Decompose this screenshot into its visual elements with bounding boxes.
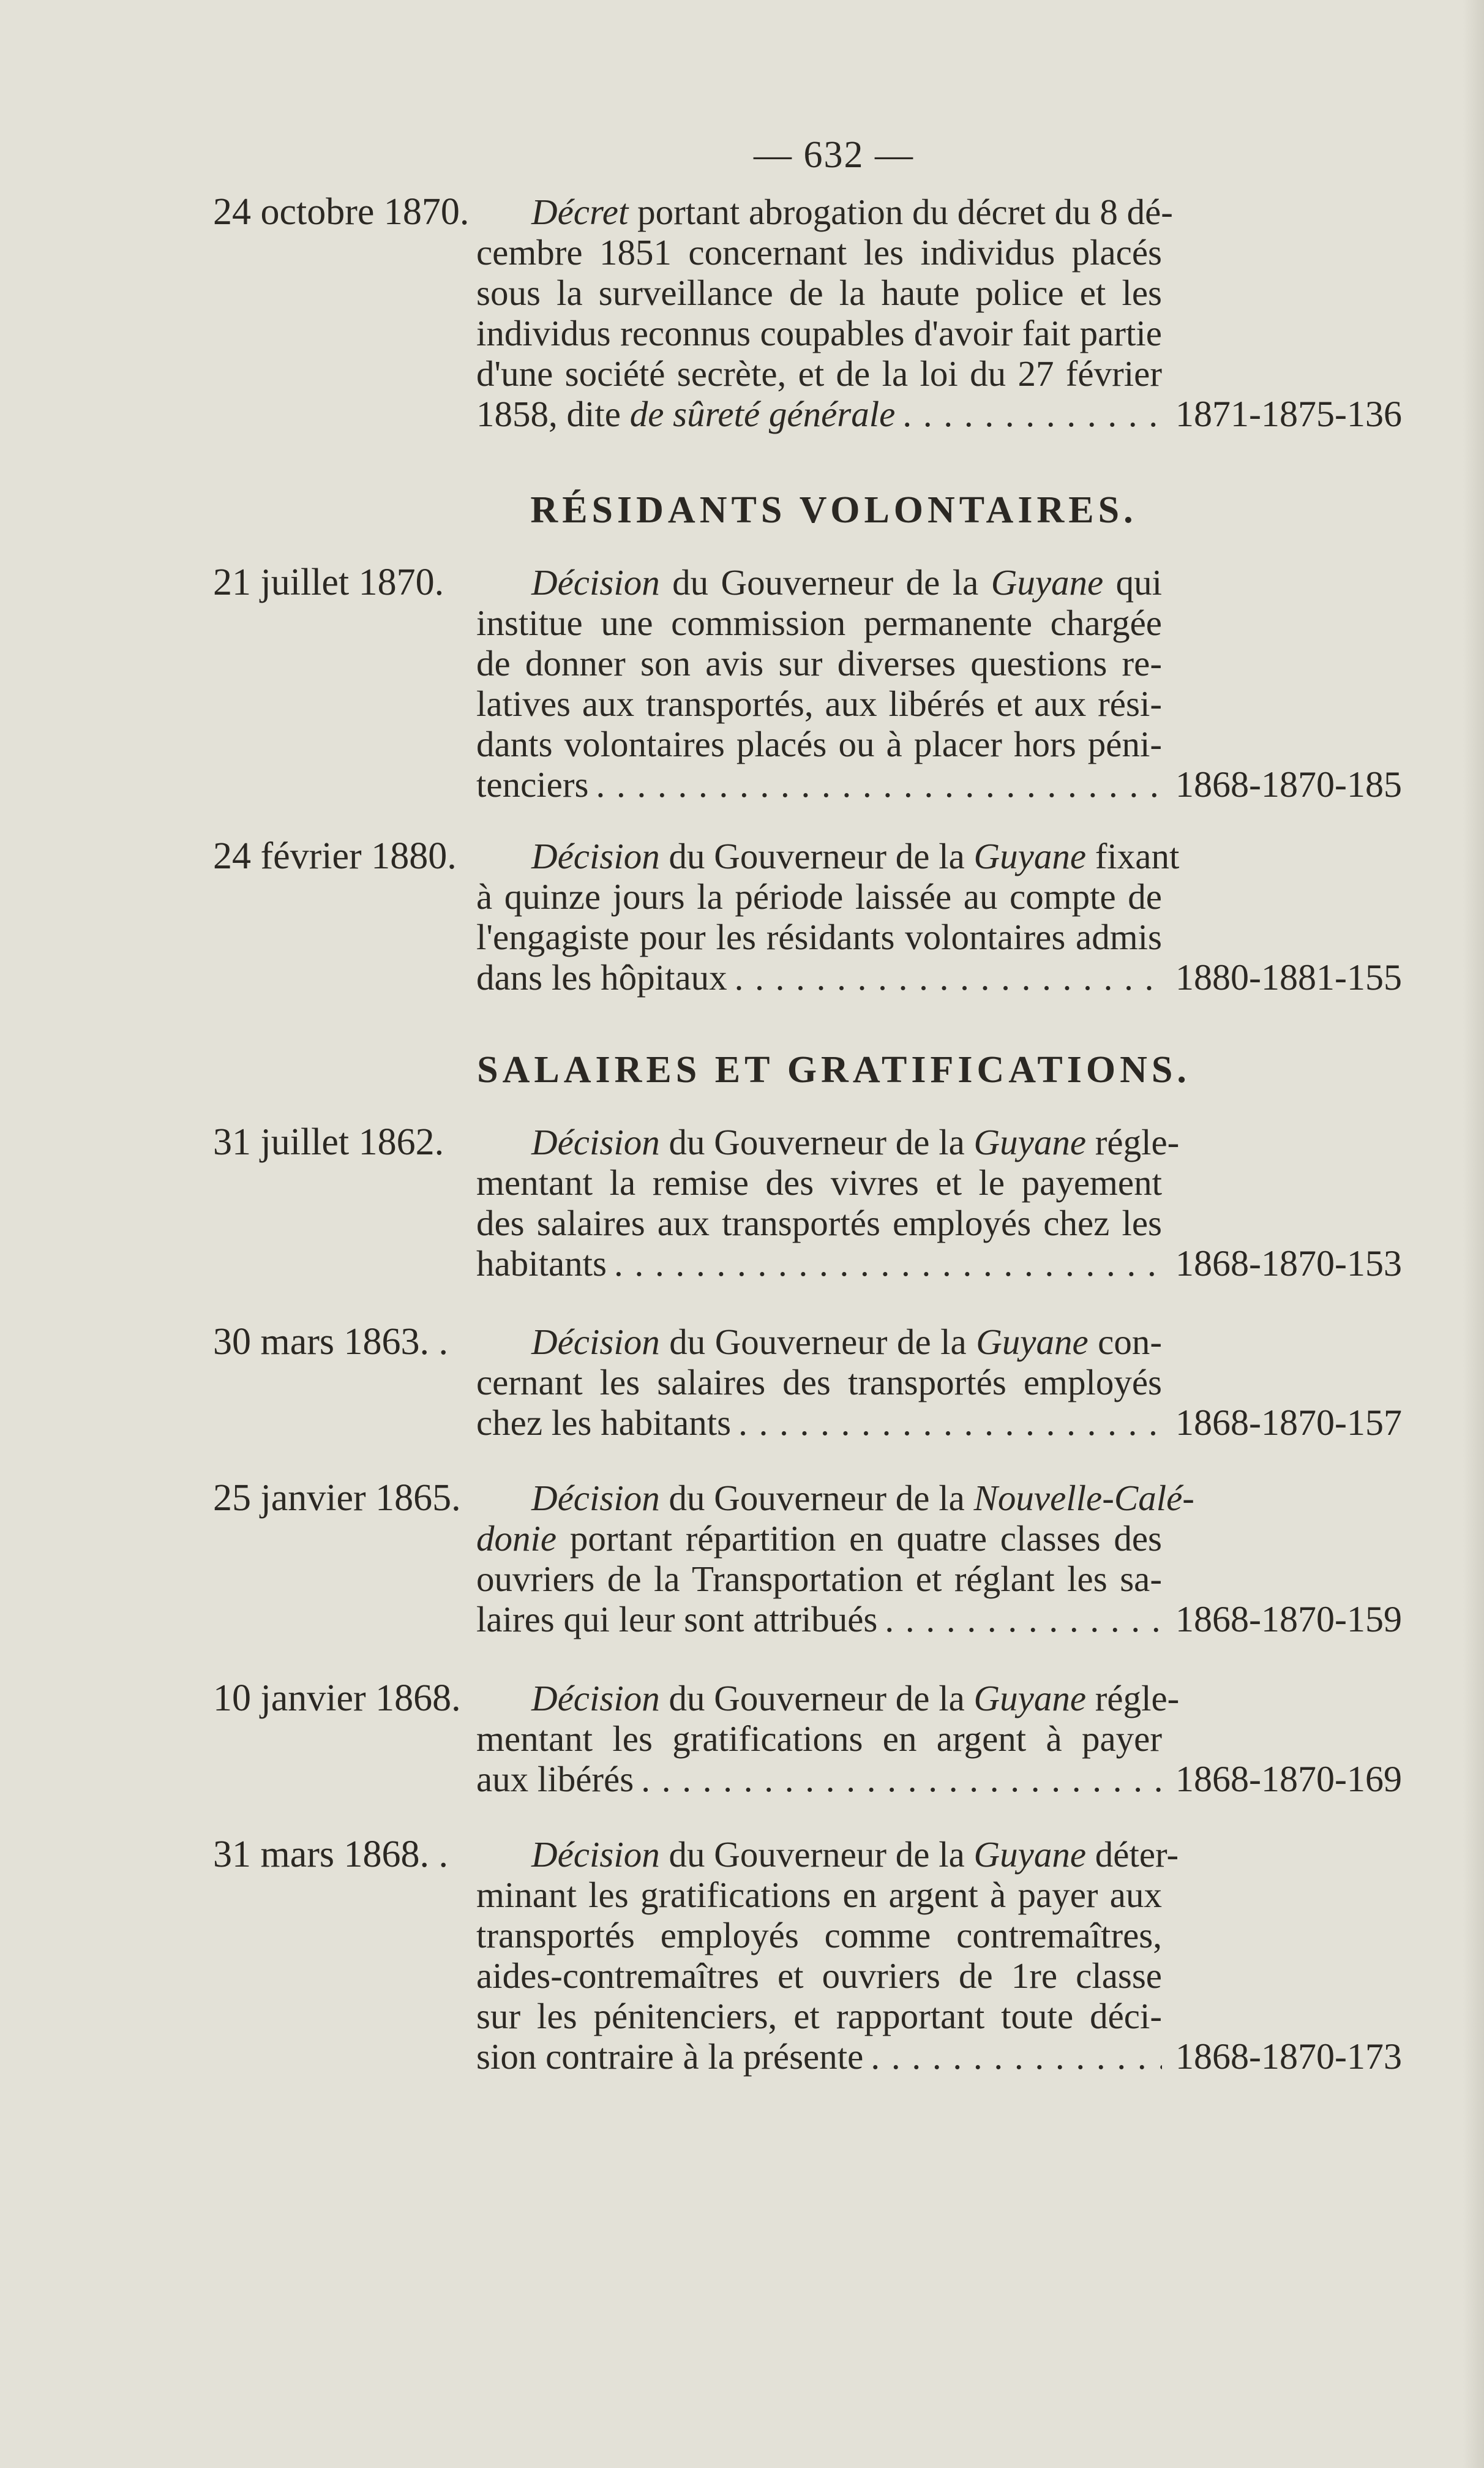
entry-reference: 1871-1875-136 [1175,394,1402,434]
entry-line: institue une commission permanente chargée [476,603,1162,643]
entry-reference: 1868-1870-157 [1175,1402,1402,1443]
entry-last-line [476,1759,1162,1799]
entry-reference: 1868-1870-153 [1175,1243,1402,1284]
entry-line: l'engagiste pour les résidants volontaires admis [476,917,1162,957]
entry-line: transportés employés comme contremaîtres, [476,1915,1162,1955]
entry-line-text: fixant [1086,836,1180,876]
entry-line-text: du Gouverneur de la [659,1678,974,1718]
entry-keyword: Décision [531,1122,660,1162]
entry-line-text: du Gouverneur de la [659,1122,974,1162]
entry-line: ouvriers de la Transportation et réglant les sa- [476,1559,1162,1599]
entry-keyword: Décision [531,1478,660,1518]
entry-date: 31 juillet 1862. [213,1121,444,1163]
entry-line [476,836,1180,876]
entry-keyword: Décision [531,836,660,876]
entry-line-text: con- [1088,1322,1162,1362]
entry-line-text: dans les hôpitaux [476,957,727,998]
entry-line [476,192,1173,232]
entry-line-text: du Gouverneur de la [659,562,991,603]
entry-last-line [476,2036,1162,2077]
entry-reference: 1868-1870-169 [1175,1759,1402,1799]
entry-line-text: du Gouverneur de la [659,1478,974,1518]
entry-last-line [476,1243,1162,1284]
entry-place: Guyane [991,562,1104,603]
entry-last-line [476,1402,1162,1443]
entry-place: Guyane [973,1122,1087,1162]
entry-last-line [476,957,1162,998]
entry-text [476,1834,1179,2077]
entry-line: sur les pénitenciers, et rapportant toute déci- [476,1996,1162,2036]
entry-line-text: qui [1103,562,1162,603]
entry-line-text: du Gouverneur de la [659,836,974,876]
entry-date: 30 mars 1863. . [213,1321,449,1363]
entry-line-text: régle- [1086,1122,1180,1162]
entry-line: cembre 1851 concernant les individus placés [476,232,1162,273]
entry-line: d'une société secrète, et de la loi du 27 février [476,353,1162,394]
entry-last-line [476,394,1162,434]
section-title-residants-volontaires: RÉSIDANTS VOLONTAIRES. [530,489,1137,531]
entry-line: sous la surveillance de la haute police et les [476,273,1162,313]
entry-text [476,1122,1180,1284]
entry-text [476,192,1173,434]
entry-keyword: Décret [531,192,629,232]
entry-line [476,1322,1162,1362]
entry-line-text: laires qui leur sont attribués [476,1599,878,1639]
entry-text [476,836,1180,998]
entry-date: 24 octobre 1870. [213,191,470,233]
entry-line-text: habitants [476,1243,607,1284]
entry-keyword: Décision [531,1678,660,1718]
entry-italic-term: de sûreté générale [629,394,896,434]
leader-dots [871,2036,1162,2077]
entry-date: 24 février 1880. [213,835,457,877]
entry-line: latives aux transportés, aux libérés et aux rési- [476,683,1162,724]
entry-line: à quinze jours la période laissée au compte de [476,876,1162,917]
leader-dots [596,764,1162,805]
entry-line: minant les gratifications en argent à payer aux [476,1875,1162,1915]
entry-line: mentant la remise des vivres et le payement [476,1162,1162,1203]
entry-place: Guyane [973,836,1087,876]
entry-line-text: portant répartition en quatre classes des [556,1518,1162,1559]
entry-text [476,1678,1180,1799]
leader-dots [885,1599,1162,1639]
entry-line: dants volontaires placés ou à placer hors péni- [476,724,1162,764]
entry-line [476,562,1162,603]
entry-date: 10 janvier 1868. [213,1677,461,1719]
entry-keyword: Décision [531,1322,660,1362]
entry-last-line [476,1599,1162,1639]
entry-place: Nouvelle-Calé- [973,1478,1194,1518]
entry-italic-term: donie [476,1518,557,1559]
entry-date: 31 mars 1868. . [213,1834,449,1875]
entry-text [476,562,1162,805]
leader-dots [735,957,1162,998]
entry-line: individus reconnus coupables d'avoir fait partie [476,313,1162,353]
entry-line [476,1122,1180,1162]
entry-keyword: Décision [531,562,660,603]
entry-line [476,1834,1179,1875]
entry-line-text: chez les habitants [476,1402,732,1443]
entry-text [476,1322,1162,1443]
entry-reference: 1868-1870-185 [1175,764,1402,805]
entry-line: aides-contremaîtres et ouvriers de 1re classe [476,1955,1162,1996]
entry-line-text: 1858, dite [476,394,630,434]
page-edge-shadow [1463,0,1484,2468]
entry-reference: 1880-1881-155 [1175,957,1402,998]
entry-line: de donner son avis sur diverses questions re- [476,643,1162,683]
entry-last-line [476,764,1162,805]
entry-line: des salaires aux transportés employés chez les [476,1203,1162,1243]
leader-dots [902,394,1162,434]
entry-line-text: régle- [1086,1678,1180,1718]
entry-place: Guyane [976,1322,1089,1362]
entry-line: mentant les gratifications en argent à payer [476,1718,1162,1759]
leader-dots [738,1402,1162,1443]
section-title-salaires-et-gratifications: SALAIRES ET GRATIFICATIONS. [477,1049,1191,1091]
entry-place: Guyane [973,1678,1087,1718]
leader-dots [614,1243,1162,1284]
entry-line-text: tenciers [476,764,589,805]
entry-line [476,1518,1162,1559]
page-number: — 632 — [754,134,914,176]
entry-line-text: du Gouverneur de la [659,1834,974,1875]
entry-line [476,1678,1180,1718]
entry-place: Guyane [973,1834,1087,1875]
entry-reference: 1868-1870-159 [1175,1599,1402,1639]
entry-date: 21 juillet 1870. [213,562,444,603]
entry-line-text: aux libérés [476,1759,634,1799]
entry-text [476,1478,1194,1639]
entry-line [476,1478,1194,1518]
entry-date: 25 janvier 1865. [213,1477,461,1519]
leader-dots [641,1759,1162,1799]
entry-keyword: Décision [531,1834,660,1875]
entry-line-text: portant abrogation du décret du 8 dé- [628,192,1173,232]
entry-line-text: déter- [1086,1834,1179,1875]
entry-line-text: sion contraire à la présente [476,2036,864,2077]
entry-reference: 1868-1870-173 [1175,2036,1402,2077]
entry-line-text: du Gouverneur de la [659,1322,976,1362]
entry-line: cernant les salaires des transportés employés [476,1362,1162,1402]
